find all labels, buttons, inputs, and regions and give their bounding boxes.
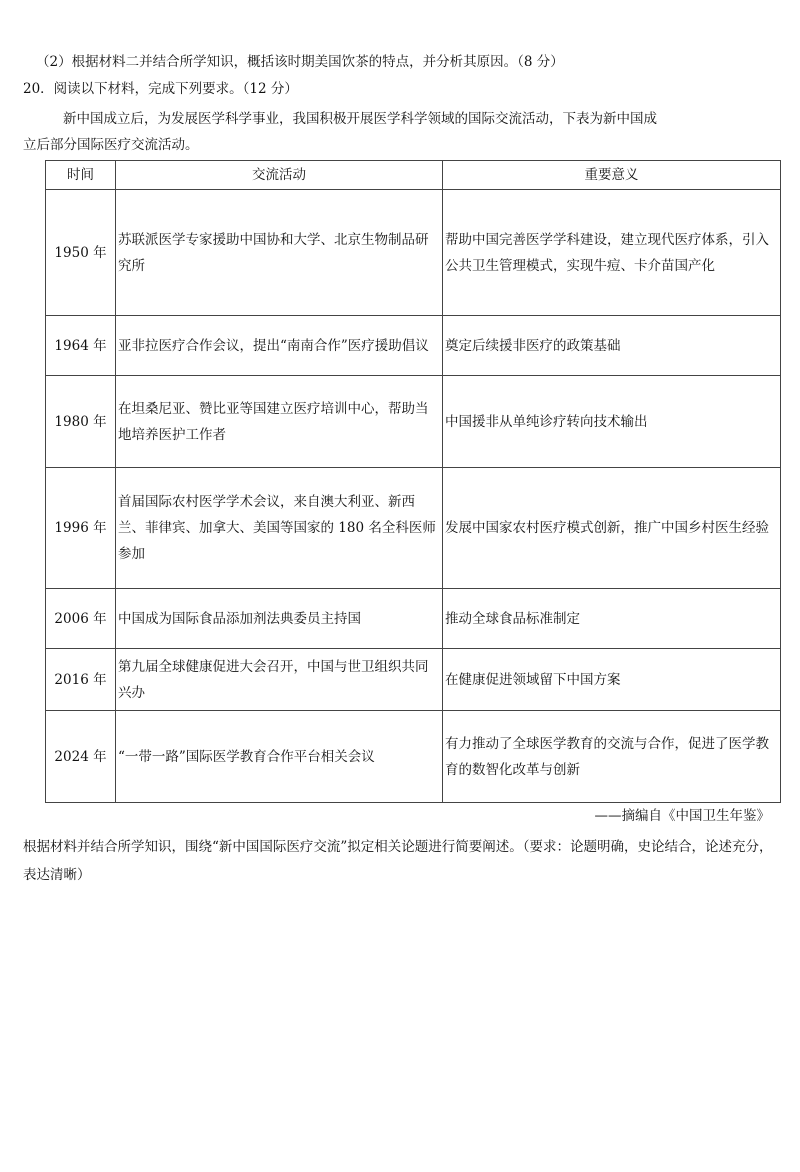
row-year: 1980 年 [46, 376, 116, 468]
row-activity: 亚非拉医疗合作会议，提出“南南合作”医疗援助倡议 [116, 316, 443, 376]
row-activity: 首届国际农村医学学术会议，来自澳大利亚、新西兰、菲律宾、加拿大、美国等国家的 180 名全科医师参加 [116, 468, 443, 589]
table-row [46, 376, 781, 468]
row-activity: 苏联派医学专家援助中国协和大学、北京生物制品研究所 [116, 190, 443, 316]
row-year: 1964 年 [46, 316, 116, 376]
row-activity: “一带一路”国际医学教育合作平台相关会议 [116, 711, 443, 803]
intro-line-2: 立后部分国际医疗交流活动。 [23, 137, 199, 153]
table-header-row [46, 161, 781, 190]
table-row [46, 649, 781, 711]
question-2-text: （2）根据材料二并结合所学知识，概括该时期美国饮茶的特点，并分析其原因。（8 分） [36, 54, 564, 70]
row-year: 1950 年 [46, 190, 116, 316]
row-year: 1996 年 [46, 468, 116, 589]
task-prompt: 根据材料并结合所学知识，围绕“新中国国际医疗交流”拟定相关论题进行简要阐述。（要求：论题明确，史论结合，论述充分，表达清晰） [23, 839, 773, 883]
intro-line-1: 新中国成立后，为发展医学科学事业，我国积极开展医学科学领域的国际交流活动，下表为新中国成 [63, 111, 657, 127]
row-significance: 帮助中国完善医学学科建设，建立现代医疗体系，引入公共卫生管理模式，实现牛痘、卡介苗国产化 [443, 190, 781, 316]
table-row [46, 316, 781, 376]
row-significance: 奠定后续援非医疗的政策基础 [443, 316, 781, 376]
row-significance: 有力推动了全球医学教育的交流与合作，促进了医学教育的数智化改革与创新 [443, 711, 781, 803]
row-activity: 在坦桑尼亚、赞比亚等国建立医疗培训中心，帮助当地培养医护工作者 [116, 376, 443, 468]
table-row [46, 190, 781, 316]
header-significance: 重要意义 [443, 161, 781, 190]
row-significance: 发展中国家农村医疗模式创新，推广中国乡村医生经验 [443, 468, 781, 589]
row-significance: 中国援非从单纯诊疗转向技术输出 [443, 376, 781, 468]
header-activity: 交流活动 [116, 161, 443, 190]
table-row [46, 711, 781, 803]
row-year: 2006 年 [46, 589, 116, 649]
exchange-table [45, 160, 781, 803]
row-significance: 在健康促进领域留下中国方案 [443, 649, 781, 711]
table-row [46, 589, 781, 649]
row-activity: 第九届全球健康促进大会召开，中国与世卫组织共同兴办 [116, 649, 443, 711]
row-activity: 中国成为国际食品添加剂法典委员主持国 [116, 589, 443, 649]
row-significance: 推动全球食品标准制定 [443, 589, 781, 649]
source-citation: ——摘编自《中国卫生年鉴》 [594, 808, 770, 824]
table-row [46, 468, 781, 589]
row-year: 2016 年 [46, 649, 116, 711]
row-year: 2024 年 [46, 711, 116, 803]
header-time: 时间 [46, 161, 116, 190]
question-20-title: 20．阅读以下材料，完成下列要求。（12 分） [23, 81, 298, 97]
